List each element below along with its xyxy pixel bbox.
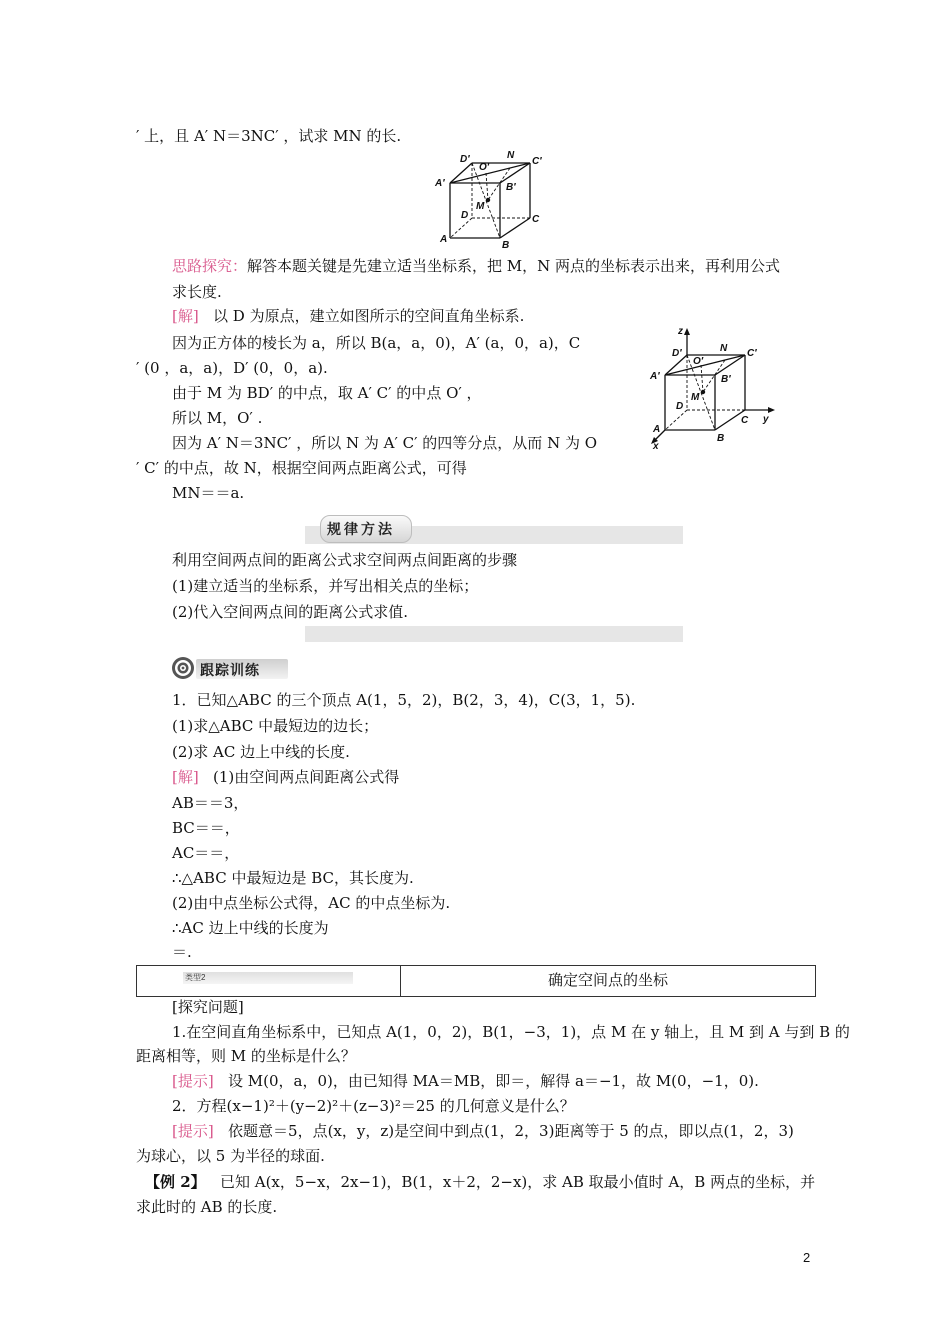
axis-z-label: z: [678, 326, 683, 337]
exercise-solution-text: (1)由空间两点间距离公式得: [213, 768, 400, 786]
type-title: 确定空间点的坐标: [547, 971, 668, 989]
analysis-text: 解答本题关键是先建立适当坐标系，把 M，N 两点的坐标表示出来，再利用公式: [247, 257, 781, 275]
label-M: M: [691, 392, 700, 403]
exercise-line-6: BC＝＝，: [172, 819, 240, 837]
exercise-line-9: (2)由中点坐标公式得，AC 的中点坐标为.: [172, 894, 451, 912]
rule-title: 规律方法: [327, 522, 395, 538]
axis-x-label: x: [653, 441, 659, 450]
label-C-prime: C′: [747, 348, 757, 359]
label-N: N: [720, 343, 728, 354]
type-table: [136, 965, 816, 997]
hint-line-1: [172, 1071, 759, 1091]
label-A-prime: A′: [650, 371, 660, 382]
hint-tag-2: [提示]: [172, 1122, 214, 1140]
cube-figure-1: [430, 148, 550, 248]
solution-line-7: ′ C′ 的中点，故 N，根据空间两点距离公式，可得: [136, 459, 467, 477]
label-D-prime: D′: [672, 348, 682, 359]
solution-line-6: 因为 A′ N＝3NC′ ，所以 N 为 A′ C′ 的四等分点，从而 N 为 O: [172, 434, 598, 452]
label-D: D: [676, 401, 684, 412]
inquiry-line-1: 1.在空间直角坐标系中，已知点 A(1，0，2)，B(1，−3，1)，点 M 在 y 轴上，且 M 到 A 与到 B 的: [172, 1023, 850, 1041]
solution-tag: [解]: [172, 307, 199, 325]
training-title: 跟踪训练: [200, 663, 260, 679]
example-line-2: 求此时的 AB 的长度.: [136, 1198, 278, 1216]
hint-tag: [提示]: [172, 1072, 214, 1090]
rule-banner-bottom: [305, 626, 683, 642]
exercise-line-3: (2)求 AC 边上中线的长度.: [172, 743, 350, 761]
hint-line-3: 为球心，以 5 为半径的球面.: [136, 1147, 325, 1165]
example-text: 已知 A(x，5−x，2x−1)，B(1，x＋2，2−x)，求 AB 取最小值时 A，B 两点的坐标，并: [219, 1173, 816, 1191]
label-D-prime: D′: [460, 154, 470, 165]
rule-line-2: (1)建立适当的坐标系，并写出相关点的坐标；: [172, 577, 479, 595]
exercise-line-2: (1)求△ABC 中最短边的边长；: [172, 717, 379, 735]
label-C-prime: C′: [532, 156, 542, 167]
solution-line-3: ′ (0 ，a，a)，D′ (0，0，a).: [136, 359, 328, 377]
exercise-line-5: AB＝＝3，: [172, 794, 249, 812]
exercise-line-8: ∴△ABC 中最短边是 BC，其长度为.: [172, 869, 414, 887]
problem-line: ′ 上，且 A′ N＝3NC′ ，试求 MN 的长.: [136, 127, 402, 145]
exercise-line-11: ＝.: [172, 943, 192, 961]
inquiry-line-2: 距离相等，则 M 的坐标是什么？: [136, 1047, 356, 1065]
label-O-prime: O′: [479, 162, 490, 173]
exercise-line-10: ∴AC 边上中线的长度为: [172, 919, 329, 937]
inquiry-line-3: 2．方程(x−1)²＋(y−2)²＋(z−3)²＝25 的几何意义是什么？: [172, 1097, 575, 1115]
solution-text: 以 D 为原点，建立如图所示的空间直角坐标系.: [213, 307, 525, 325]
rule-line-3: (2)代入空间两点间的距离公式求值.: [172, 603, 409, 621]
hint-line-2: [172, 1121, 794, 1141]
axis-y-label: y: [763, 414, 769, 425]
target-icon: [171, 656, 195, 680]
label-A: A: [653, 424, 661, 435]
solution-line-2: 因为正方体的棱长为 a，所以 B(a，a，0)，A′ (a，0，a)，C: [172, 334, 581, 352]
analysis-line: [172, 256, 780, 276]
example-tag: 【例 2】: [145, 1173, 206, 1191]
label-B: B: [717, 433, 725, 444]
type-tag-text: 类型2: [185, 973, 206, 982]
type-tag-cell: [137, 966, 401, 996]
label-A-prime: A′: [435, 178, 445, 189]
solution-line-8: MN＝＝a.: [172, 484, 245, 502]
inquiry-heading: [探究问题]: [172, 998, 244, 1016]
label-N: N: [507, 150, 515, 161]
solution-line-5: 所以 M，O′ .: [172, 409, 263, 427]
label-O-prime: O′: [693, 356, 704, 367]
exercise-line-1: 1．已知△ABC 的三个顶点 A(1，5，2)，B(2，3，4)，C(3，1，5).: [172, 691, 636, 709]
solution-line: [172, 306, 524, 326]
exercise-solution-tag: [解]: [172, 768, 199, 786]
label-M: M: [476, 201, 485, 212]
hint-text: 设 M(0，a，0)，由已知得 MA＝MB，即＝，解得 a＝−1，故 M(0，−1，0).: [228, 1072, 759, 1090]
exercise-solution: [172, 767, 399, 787]
cube-figure-2: [645, 325, 785, 450]
page-number: 2: [803, 1250, 811, 1265]
label-B: B: [502, 240, 510, 248]
type-tag: [183, 972, 353, 984]
label-C: C: [532, 214, 540, 225]
analysis-label: 思路探究：: [172, 257, 248, 275]
label-B-prime: B′: [506, 182, 516, 193]
label-D: D: [461, 210, 469, 221]
solution-line-4: 由于 M 为 BD′ 的中点，取 A′ C′ 的中点 O′ ，: [172, 384, 482, 402]
label-B-prime: B′: [721, 374, 731, 385]
label-A: A: [440, 234, 448, 245]
label-C: C: [741, 415, 749, 426]
rule-line-1: 利用空间两点间的距离公式求空间两点间距离的步骤: [172, 551, 518, 569]
analysis-line-2: 求长度.: [172, 283, 222, 301]
hint-text-2: 依题意＝5，点(x，y，z)是空间中到点(1，2，3)距离等于 5 的点，即以点(1，2，3): [228, 1122, 794, 1140]
example-line-1: [145, 1172, 815, 1192]
exercise-line-7: AC＝＝，: [172, 844, 240, 862]
